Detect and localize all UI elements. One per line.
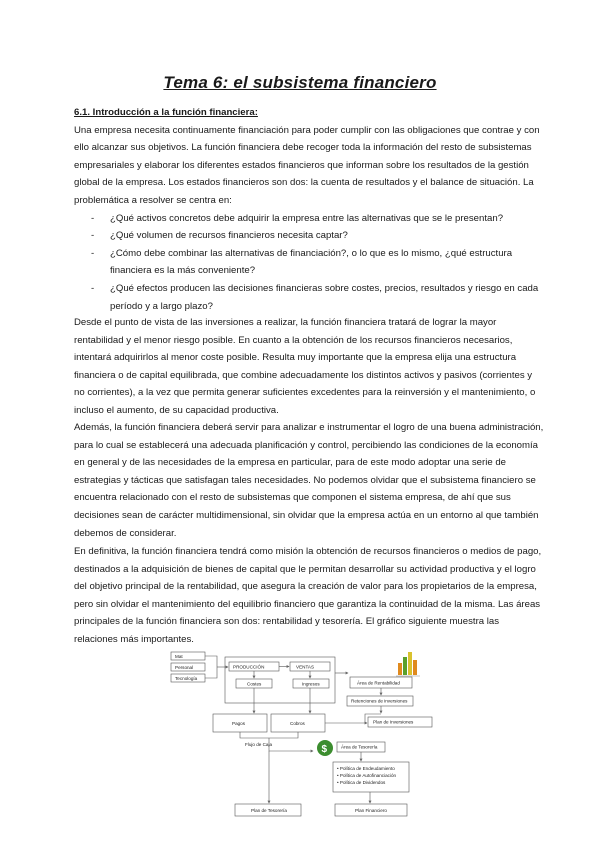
question-list <box>74 210 544 316</box>
question-item: - ¿Qué activos concretos debe adquirir la empresa entre las alternativas que se le presentan? <box>74 210 544 228</box>
page-title: Tema 6: el subsistema financiero <box>163 73 437 92</box>
cobros-label: Cobros <box>290 721 305 726</box>
ventas-label: VENTAS <box>296 664 315 670</box>
question-item: - ¿Cómo debe combinar las alternativas de financiación?, o lo que es lo mismo, ¿qué estructura financiera es la más conveniente? <box>74 245 544 280</box>
financial-function-diagram <box>165 643 445 843</box>
politica-item: • Política de Endeudamiento <box>337 766 395 771</box>
input-label: Mat <box>175 654 183 659</box>
retenciones-label: Retenciones de inversiones <box>351 698 408 704</box>
diagram-svg <box>165 643 445 843</box>
flujos-caja-label: Flujo de Caja <box>245 742 273 747</box>
ingresos-label: Ingresos <box>302 681 320 687</box>
politica-item: • Política de Dividendos <box>337 780 386 785</box>
section-intro <box>74 104 544 315</box>
costes-label: Costes <box>247 681 262 687</box>
area-rentabilidad-label: Área de Rentabilidad <box>357 680 400 686</box>
plan-inversiones-label: Plan de Inversiones <box>373 719 414 725</box>
input-label: Tecnología <box>175 676 198 681</box>
svg-text:$: $ <box>321 744 328 755</box>
section-heading: 6.1. Introducción a la función financiera: <box>74 107 258 118</box>
plan-tesoreria-label: Plan de Tesorería <box>251 808 287 813</box>
question-item: - ¿Qué volumen de recursos financieros necesita captar? <box>74 227 544 245</box>
area-tesoreria-label: Área de Tesorería <box>341 744 378 750</box>
bullet-dash: - <box>91 212 95 224</box>
question-item: - ¿Qué efectos producen las decisiones financieras sobre costes, precios, resultados y riesgo en cada período y a largo plazo? <box>74 280 544 315</box>
arrow <box>269 738 313 751</box>
paragraph-administracion: Además, la función financiera deberá servir para analizar e instrumentar el logro de una buena administración, para lo cual se establecerá una adecuada planificación y control, percibiendo las condiciones de la economía en general y de las necesidades de la empresa en particular, para de este modo adoptar una serie de estrategias y tácticas que satisfagan tales necesidades. No podemos olvidar que el subsistema financiero se encuentra relacionado con el resto de subsistemas que componen el sistema empresa, de ahí que sus decisiones sean de carácter multidimensional, sin olvidar que la empresa actúa en un entorno al que también debemos de considerar. <box>74 422 544 539</box>
produccion-label: PRODUCCIÓN <box>233 664 265 670</box>
intro-paragraph: Una empresa necesita continuamente financiación para poder cumplir con las obligaciones que contrae y con ello alcanzar sus objetivos. La función financiera debe recoger toda la información del resto de subsistemas empresariales y elaborar los diferentes estados financieros que informan sobre los resultados de la gestión global de la empresa. Los estados financieros son dos: la cuenta de resultados y el balance de situación. La problemática a resolver se centra en: <box>74 124 540 206</box>
bullet-dash: - <box>91 247 95 259</box>
pagos-label: Pagos <box>232 721 246 726</box>
bullet-dash: - <box>91 282 95 294</box>
connector <box>240 732 298 738</box>
plan-financiero-label: Plan Financiero <box>355 808 387 813</box>
input-label: Personal <box>175 665 194 670</box>
input-bracket <box>205 656 217 678</box>
bar-chart-icon <box>396 652 420 676</box>
bullet-dash: - <box>91 230 95 242</box>
paragraph-definitiva: En definitiva, la función financiera tendrá como misión la obtención de recursos financieros o medios de pago, destinados a la adquisición de bienes de capital que le permitan desarrollar su actividad productiva y el logro del objetivo principal de la rentabilidad, que asegura la creación de valor para los propietarios de la empresa, pero sin olvidar el mantenimiento del equilibrio financiero que garantiza la continuidad de la misma. Las áreas principales de la función financiera son dos: rentabilidad y tesorería. El gráfico siguiente muestra las relaciones más importantes. <box>74 546 542 645</box>
politica-item: • Política de Autofinanciación <box>337 773 397 778</box>
paragraph-inversiones: Desde el punto de vista de las inversiones a realizar, la función financiera tratará de lograr la mayor rentabilidad y el menor riesgo posible. En cuanto a la obtención de los recursos financieros necesarios, intentará adquirirlos al menor coste posible. Resulta muy importante que la empresa elija una estructura financiera o de capital equilibrada, que combine adecuadamente los distintos activos y pasivos (corrientes y no corrientes), a la vez que permita generar suficientes excedentes para la reinversión y el mantenimiento, o incluso el aumento, de su capacidad productiva. <box>74 317 536 416</box>
dollar-icon <box>317 740 333 756</box>
